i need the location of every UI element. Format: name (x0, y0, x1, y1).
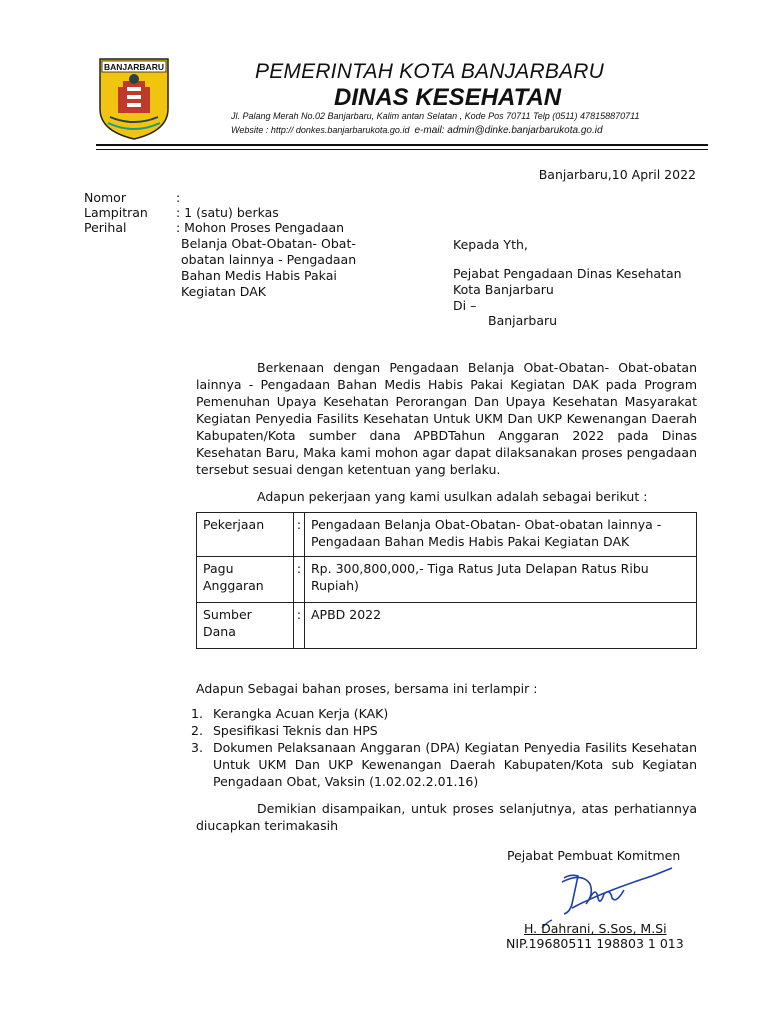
recipient-line: Pejabat Pengadaan Dinas Kesehatan (453, 266, 682, 281)
list-number: 1. (191, 706, 203, 721)
perihal-line: Kegiatan DAK (181, 284, 266, 299)
table-row (197, 603, 697, 649)
list-item (191, 739, 697, 790)
closing-paragraph: Demikian disampaikan, untuk proses selanjutnya, atas perhatiannya diucapkan terimakasih (196, 801, 697, 833)
letterhead-rule-thick (96, 144, 708, 146)
perihal-line: obatan lainnya - Pengadaan (181, 252, 357, 267)
table-value: Pengadaan Belanja Obat-Obatan- Obat-obatan lainnya - Pengadaan Bahan Medis Habis Pakai Kegiatan DAK (305, 513, 697, 557)
table-value: Rp. 300,800,000,- Tiga Ratus Juta Delapan Ratus Ribu Rupiah) (305, 557, 697, 603)
lampiran-label: Lampitran (84, 205, 148, 220)
table-key: Sumber Dana (197, 603, 294, 649)
signatory-title: Pejabat Pembuat Komitmen (507, 848, 681, 863)
body-paragraph: Berkenaan dengan Pengadaan Belanja Obat-Obatan- Obat-obatan lainnya - Pengadaan Bahan Medis Habis Pakai Kegiatan DAK pada Program Pemenuhan Upaya Kesehatan Perorangan Dan Upaya Kesehatan Masyarakat Kegiatan Penyedia Fasilits Kesehatan Untuk UKM Dan UKP Kewenangan Daerah Kabupaten/Kota sumber dana APBDTahun Anggaran 2022 pada Dinas Kesehatan Baru, Maka kami mohon agar dapat dilaksanakan proses pengadaan tersebut sesuai dengan ketentuan yang berlaku. (196, 360, 697, 477)
table-row (197, 513, 697, 557)
city-logo (96, 57, 172, 141)
agency-title: DINAS KESEHATAN (334, 84, 562, 111)
table-sep: : (294, 557, 305, 603)
nomor-value: : (176, 190, 181, 205)
work-details-table (196, 512, 697, 649)
perihal-label: Perihal (84, 220, 127, 235)
government-title: PEMERINTAH KOTA BANJARBARU (255, 60, 605, 83)
logo-text: BANJARBARU (104, 62, 164, 72)
contact-line (231, 125, 603, 136)
list-item (191, 722, 697, 739)
list-text: Spesifikasi Teknis dan HPS (213, 723, 378, 738)
recipient-line: Kota Banjarbaru (453, 282, 554, 297)
list-item (191, 705, 697, 722)
table-key: Pagu Anggaran (197, 557, 294, 603)
letterhead-rule-thin (96, 149, 708, 150)
perihal-line: : Mohon Proses Pengadaan (176, 220, 345, 235)
nomor-label: Nomor (84, 190, 126, 205)
list-number: 2. (191, 723, 203, 738)
recipient-greeting: Kepada Yth, (453, 237, 528, 252)
list-text: Kerangka Acuan Kerja (KAK) (213, 706, 389, 721)
table-key: Pekerjaan (197, 513, 294, 557)
lampiran-value: : 1 (satu) berkas (176, 205, 279, 220)
address-line: Jl. Palang Merah No.02 Banjarbaru, Kalim antan Selatan , Kode Pos 70711 Telp (0511) 478158870711 (231, 111, 640, 121)
recipient-line: Di – (453, 298, 477, 313)
email-text: e-mail: admin@dinke.banjarbarukota.go.id (414, 125, 603, 136)
perihal-line: Belanja Obat-Obatan- Obat- (181, 236, 356, 251)
recipient-city: Banjarbaru (488, 313, 558, 328)
list-number: 3. (191, 740, 203, 755)
perihal-line: Bahan Medis Habis Pakai (181, 268, 337, 283)
signatory-nip: NIP.19680511 198803 1 013 (506, 936, 684, 951)
table-sep: : (294, 603, 305, 649)
website-text: Website : http:// donkes.banjarbarukota.go.id (231, 125, 410, 135)
attachments-intro: Adapun Sebagai bahan proses, bersama ini terlampir : (196, 681, 538, 696)
table-intro: Adapun pekerjaan yang kami usulkan adalah sebagai berikut : (257, 489, 648, 504)
table-sep: : (294, 513, 305, 557)
signatory-name: H. Dahrani, S.Sos, M.Si (524, 921, 667, 936)
letter-date: Banjarbaru,10 April 2022 (538, 167, 696, 182)
table-value: APBD 2022 (305, 603, 697, 649)
attachments-list (191, 705, 697, 790)
list-text: Dokumen Pelaksanaan Anggaran (DPA) Kegiatan Penyedia Fasilits Kesehatan Untuk UKM Dan UKP Kewenangan Daerah Kabupaten/Kota sub Kegiatan Pengadaan Obat, Vaksin (1.02.02.2.01.16) (213, 740, 697, 789)
table-row (197, 557, 697, 603)
